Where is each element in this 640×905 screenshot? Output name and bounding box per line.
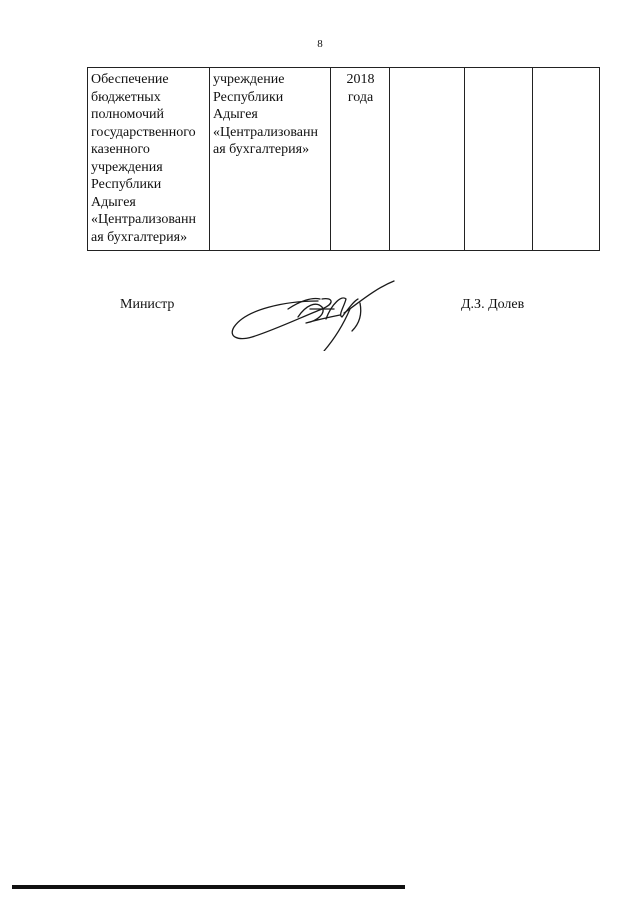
cell-executor (210, 68, 331, 251)
cell-empty-5 (465, 68, 533, 251)
table-row (88, 68, 600, 251)
bottom-rule (12, 885, 405, 889)
signer-name: Д.З. Долев (461, 297, 525, 312)
cell-activity (88, 68, 210, 251)
signature-block (0, 293, 640, 353)
cell-empty-6 (533, 68, 600, 251)
cell-period (331, 68, 390, 251)
handwritten-signature (226, 279, 406, 351)
period-text: 2018 года (346, 72, 375, 105)
cell-empty-4 (390, 68, 465, 251)
document-table (87, 67, 600, 251)
activity-text: Обеспечение бюджетных полномочий государственного казенного учреждения Республики Адыгея «Централизованн ая бухгалтерия» (91, 72, 196, 245)
executor-text: учреждение Республики Адыгея «Централизованн ая бухгалтерия» (213, 72, 318, 157)
page-number: 8 (317, 38, 323, 50)
signer-position: Министр (120, 297, 175, 312)
